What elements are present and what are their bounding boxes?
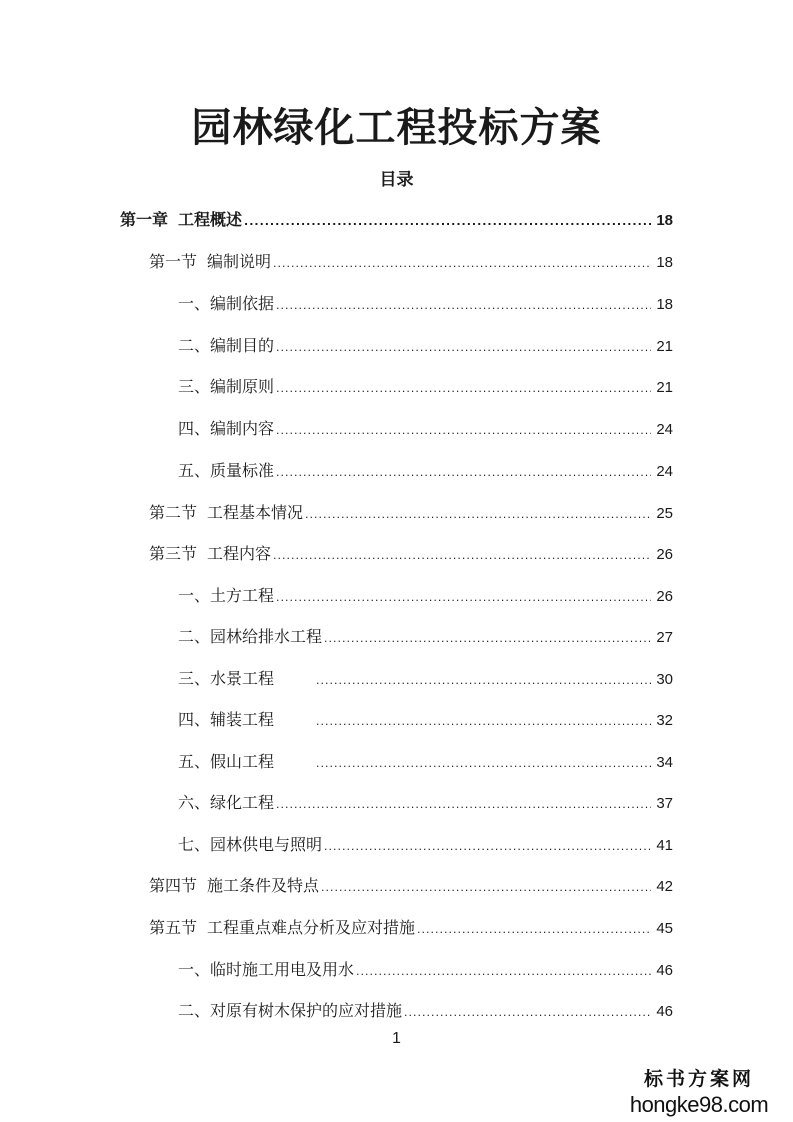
toc-heading: 目录	[379, 170, 414, 190]
toc-entry-page-number: 37	[656, 795, 673, 812]
toc-entry-title: 临时施工用电及用水	[210, 960, 355, 979]
toc-dot-leader	[316, 709, 651, 735]
toc-entry[interactable]	[149, 873, 673, 899]
toc-entry-number: 一、	[178, 586, 211, 605]
toc-dot-leader	[276, 376, 651, 402]
toc-entry-number: 二、	[178, 1001, 211, 1020]
toc-entry-page-number: 26	[656, 588, 673, 605]
toc-entry-title: 对原有树木保护的应对措施	[210, 1001, 403, 1020]
toc-entry-page-number: 18	[656, 254, 673, 271]
toc-entry-number: 二、	[178, 336, 211, 355]
toc-dot-leader	[276, 335, 651, 361]
toc-entry[interactable]	[178, 998, 673, 1024]
toc-entry-number: 第一节	[149, 252, 198, 271]
toc-entry[interactable]	[149, 249, 673, 275]
toc-entry-page-number: 24	[656, 421, 673, 438]
toc-entry-page-number: 42	[656, 878, 673, 895]
toc-entry-number: 第五节	[149, 918, 198, 937]
toc-entry[interactable]	[178, 707, 673, 733]
toc-entry-title: 辅装工程	[210, 710, 275, 729]
toc-entry[interactable]	[178, 624, 673, 650]
toc-entry[interactable]	[178, 832, 673, 858]
watermark-url-text: hongke98.com	[629, 1092, 769, 1117]
toc-entry-title: 工程重点难点分析及应对措施	[207, 918, 416, 937]
toc-entry-number: 五、	[178, 461, 211, 480]
toc-entry-title: 绿化工程	[210, 793, 275, 812]
toc-entry-number: 三、	[178, 669, 211, 688]
toc-entry[interactable]	[178, 666, 673, 692]
toc-entry[interactable]	[178, 333, 673, 359]
toc-dot-leader	[324, 834, 651, 860]
toc-entry-title: 工程内容	[207, 544, 272, 563]
toc-entry[interactable]	[149, 541, 673, 567]
toc-entry[interactable]	[178, 790, 673, 816]
toc-dot-leader	[417, 917, 651, 943]
toc-entry-page-number: 30	[656, 671, 673, 688]
toc-entry-number: 第三节	[149, 544, 198, 563]
toc-dot-leader	[276, 418, 651, 444]
toc-dot-leader	[316, 751, 651, 777]
toc-entry-title: 编制依据	[210, 294, 275, 313]
toc-entry-page-number: 21	[656, 379, 673, 396]
toc-entry-title: 工程基本情况	[207, 503, 304, 522]
toc-dot-leader	[273, 543, 651, 569]
toc-entry[interactable]	[178, 957, 673, 983]
toc-entry-number: 六、	[178, 793, 211, 812]
toc-entry[interactable]	[120, 207, 673, 233]
toc-entry-title: 质量标准	[210, 461, 275, 480]
toc-entry-page-number: 18	[656, 296, 673, 313]
toc-dot-leader	[356, 959, 651, 985]
toc-entry-title: 施工条件及特点	[207, 876, 320, 895]
toc-entry[interactable]	[149, 500, 673, 526]
toc-entry-number: 五、	[178, 752, 211, 771]
toc-entry-title: 园林给排水工程	[210, 627, 323, 646]
toc-entry[interactable]	[178, 374, 673, 400]
page-number: 1	[392, 1030, 401, 1047]
toc-entry-page-number: 45	[656, 920, 673, 937]
toc-entry-title: 编制目的	[210, 336, 275, 355]
toc-entry-number: 一、	[178, 294, 211, 313]
toc-dot-leader	[273, 251, 651, 277]
toc-entry-page-number: 25	[656, 505, 673, 522]
toc-dot-leader	[316, 668, 651, 694]
toc-entry-page-number: 32	[656, 712, 673, 729]
toc-entry-title: 土方工程	[210, 586, 275, 605]
toc-entry[interactable]	[149, 915, 673, 941]
toc-dot-leader	[276, 293, 651, 319]
toc-entry-page-number: 34	[656, 754, 673, 771]
toc-dot-leader	[276, 792, 651, 818]
toc-entry-number: 第四节	[149, 876, 198, 895]
toc-entry-title: 工程概述	[178, 210, 243, 229]
toc-dot-leader	[324, 626, 651, 652]
toc-entry-page-number: 18	[656, 212, 673, 229]
toc-entry-title: 编制原则	[210, 377, 275, 396]
toc-dot-leader	[404, 1000, 651, 1026]
toc-entry-page-number: 21	[656, 338, 673, 355]
toc-entry-number: 三、	[178, 377, 211, 396]
toc-entry[interactable]	[178, 458, 673, 484]
site-watermark	[619, 1066, 779, 1118]
toc-entry-title: 编制内容	[210, 419, 275, 438]
watermark-brand-text: 标书方案网	[643, 1068, 754, 1090]
toc-entry-page-number: 26	[656, 546, 673, 563]
toc-entry-page-number: 41	[656, 837, 673, 854]
toc-dot-leader	[276, 585, 651, 611]
toc-entry-number: 七、	[178, 835, 211, 854]
toc-entry[interactable]	[178, 416, 673, 442]
toc-entry-page-number: 46	[656, 1003, 673, 1020]
toc-entry[interactable]	[178, 583, 673, 609]
document-title: 园林绿化工程投标方案	[191, 105, 602, 151]
toc-entry-title: 水景工程	[210, 669, 275, 688]
toc-entry[interactable]	[178, 749, 673, 775]
toc-entry-title: 园林供电与照明	[210, 835, 323, 854]
toc-entry-number: 二、	[178, 627, 211, 646]
toc-entry-number: 四、	[178, 710, 211, 729]
toc-entry-page-number: 27	[656, 629, 673, 646]
toc-entry-page-number: 46	[656, 962, 673, 979]
toc-dot-leader	[321, 875, 651, 901]
toc-dot-leader	[305, 502, 651, 528]
toc-entry-title: 假山工程	[210, 752, 275, 771]
toc-entry-title: 编制说明	[207, 252, 272, 271]
toc-dot-leader	[276, 460, 651, 486]
toc-entry-number: 第二节	[149, 503, 198, 522]
toc-entry-number: 一、	[178, 960, 211, 979]
toc-entry[interactable]	[178, 291, 673, 317]
toc-dot-leader	[244, 209, 651, 235]
toc-entry-number: 四、	[178, 419, 211, 438]
toc-entry-page-number: 24	[656, 463, 673, 480]
toc-entry-number: 第一章	[120, 210, 169, 229]
